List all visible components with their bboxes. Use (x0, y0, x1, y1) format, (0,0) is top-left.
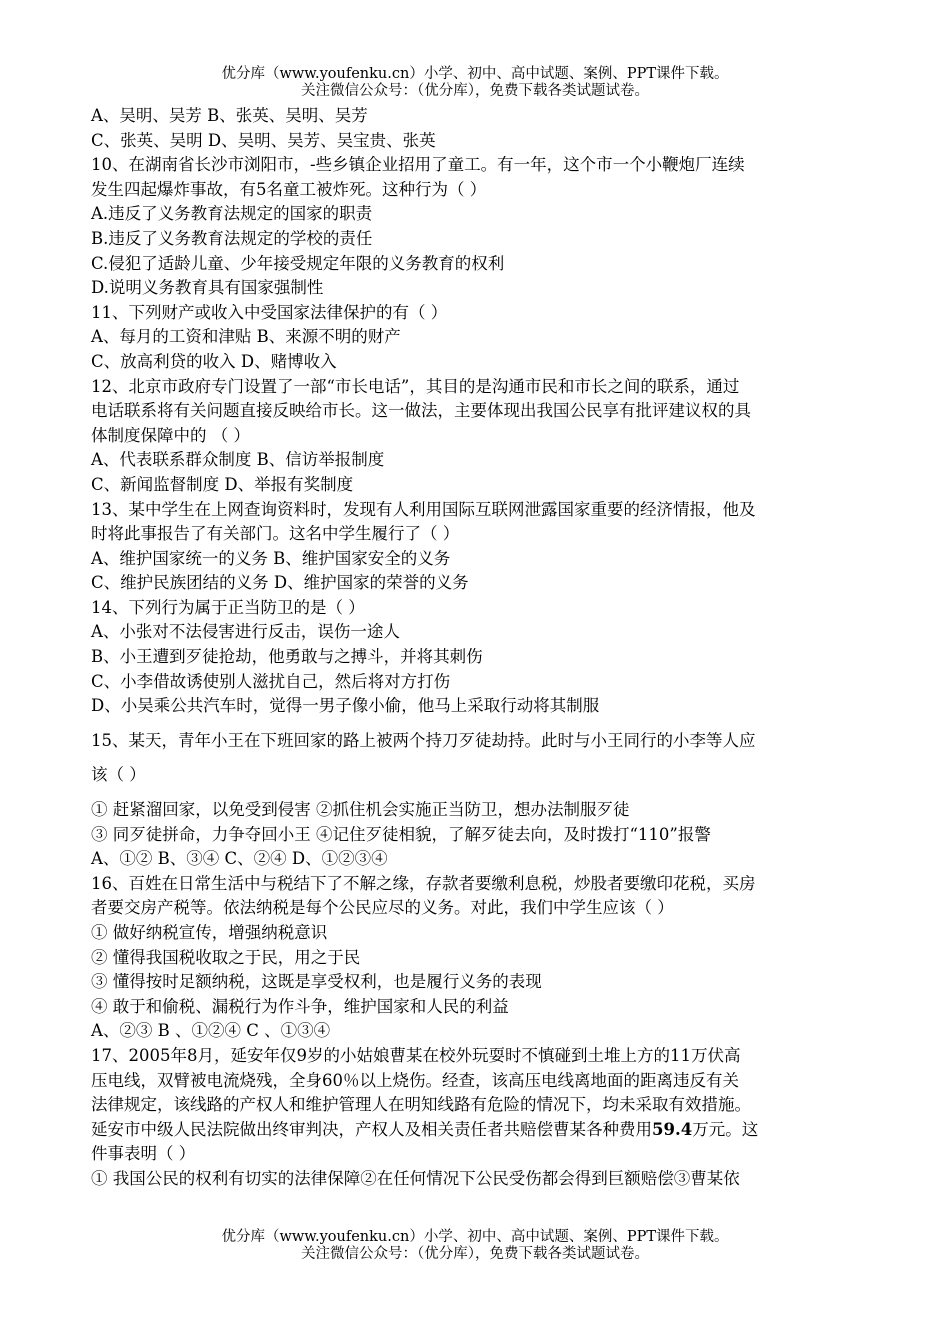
q16-statement-2: ② 懂得我国税收取之于民，用之于民 (91, 947, 361, 967)
q9-options-ab: A、吴明、吴芳 B、张英、吴明、吴芳 (91, 106, 368, 125)
q14-option-b: B、小王遭到歹徒抢劫，他勇敢与之搏斗，并将其刺伤 (91, 647, 483, 667)
q17-statements: ① 我国公民的权利有切实的法律保障②在任何情况下公民受伤都会得到巨额赔偿③曹某依 (91, 1168, 740, 1188)
q14-option-c: C、小李借故诱使别人滋扰自己，然后将对方打伤 (91, 671, 451, 691)
q17-stem-4c: 万元。这 (692, 1119, 759, 1139)
q14-option-a: A、小张对不法侵害进行反击，误伤一途人 (91, 622, 400, 642)
footer-line-1: 优分库（www.youfenku.cn）小学、初中、高中试题、案例、PPT课件下载。 (221, 1229, 729, 1245)
q15-statements-34: ③ 同歹徒拼命，力争夺回小王 ④记住歹徒相貌，了解歹徒去向，及时拨打“110”报警 (91, 824, 711, 844)
q10-option-a: A.违反了义务教育法规定的国家的职责 (91, 204, 373, 224)
q17-stem-3: 法律规定，该线路的产权人和维护管理人在明知线路有危险的情况下，均未采取有效措施。 (91, 1095, 751, 1115)
q11-options-cd: C、放高利贷的收入 D、赌博收入 (91, 351, 337, 371)
q14-option-d: D、小吴乘公共汽车时，觉得一男子像小偷，他马上采取行动将其制服 (91, 696, 600, 716)
q12-stem-3: 体制度保障中的 （ ） (91, 425, 250, 445)
q15-stem-1: 15、某天，青年小王在下班回家的路上被两个持刀歹徒劫持。此时与小王同行的小李等人应 (91, 730, 756, 750)
q15-options: A、①② B、③④ C、②④ D、①②③④ (91, 849, 388, 869)
q17-stem-4 (91, 1118, 866, 1143)
q17-stem-1: 17、2005年8月，延安年仅9岁的小姑娘曹某在校外玩耍时不慎碰到土堆上方的11万伏高 (91, 1045, 741, 1065)
page-footer (0, 1229, 950, 1263)
q12-stem-1: 12、北京市政府专门设置了一部“市长电话”，其目的是沟通市民和市长之间的联系，通过 (91, 376, 740, 396)
q17-stem-5: 件事表明（ ） (91, 1144, 196, 1164)
q17-stem-2: 压电线，双臂被电流烧残，全身60％以上烧伤。经查，该高压电线离地面的距离违反有关 (91, 1070, 739, 1090)
q10-option-b: B.违反了义务教育法规定的学校的责任 (91, 228, 373, 248)
q17-stem-4a: 延安市中级人民法院做出终审判决，产权人及相关责任者共赔偿曹某各种费用 (91, 1119, 652, 1139)
q12-options-cd: C、新闻监督制度 D、举报有奖制度 (91, 474, 354, 494)
page-header (0, 66, 950, 100)
q16-stem-1: 16、百姓在日常生活中与税结下了不解之缘，存款者要缴利息税，炒股者要缴印花税，买房 (91, 873, 756, 893)
exam-content (91, 104, 866, 1192)
q10-option-c: C.侵犯了适龄儿童、少年接受规定年限的义务教育的权利 (91, 253, 505, 273)
footer-line-2: 关注微信公众号：（优分库），免费下载各类试题试卷。 (301, 1246, 649, 1262)
q12-options-ab: A、代表联系群众制度 B、信访举报制度 (91, 450, 385, 470)
q16-options: A、②③ B 、①②④ C 、①③④ (91, 1021, 331, 1041)
q16-statement-1: ① 做好纳税宣传，增强纳税意识 (91, 923, 328, 942)
q15-statements-12: ① 赶紧溜回家，以免受到侵害 ②抓住机会实施正当防卫，想办法制服歹徒 (91, 800, 630, 820)
q9-options-cd: C、张英、吴明 D、吴明、吴芳、吴宝贵、张英 (91, 130, 436, 150)
q16-statement-3: ③ 懂得按时足额纳税，这既是享受权利，也是履行义务的表现 (91, 972, 542, 992)
q14-stem: 14、下列行为属于正当防卫的是（ ） (91, 597, 365, 617)
q13-stem-2: 时将此事报告了有关部门。这名中学生履行了（ ） (91, 524, 460, 544)
q11-stem: 11、下列财产或收入中受国家法律保护的有（ ） (91, 302, 448, 322)
q11-options-ab: A、每月的工资和津贴 B、来源不明的财产 (91, 327, 401, 347)
header-line-2: 关注微信公众号：（优分库），免费下载各类试题试卷。 (301, 83, 649, 99)
q15-stem-2: 该（ ） (91, 765, 146, 785)
q10-stem-1: 10、在湖南省长沙市浏阳市，-些乡镇企业招用了童工。有一年，这个市一个小鞭炮厂连续 (91, 155, 745, 175)
q13-options-ab: A、维护国家统一的义务 B、维护国家安全的义务 (91, 548, 451, 568)
header-line-1: 优分库（www.youfenku.cn）小学、初中、高中试题、案例、PPT课件下载。 (221, 66, 729, 82)
q10-option-d: D.说明义务教育具有国家强制性 (91, 278, 324, 298)
q16-statement-4: ④ 敢于和偷税、漏税行为作斗争，维护国家和人民的利益 (91, 996, 509, 1016)
q13-options-cd: C、维护民族团结的义务 D、维护国家的荣誉的义务 (91, 573, 469, 593)
q13-stem-1: 13、某中学生在上网查询资料时，发现有人利用国际互联网泄露国家重要的经济情报，他及 (91, 499, 756, 519)
q10-stem-2: 发生四起爆炸事故，有5名童工被炸死。这种行为（ ） (91, 179, 487, 199)
q12-stem-2: 电话联系将有关问题直接反映给市长。这一做法，主要体现出我国公民享有批评建议权的具 (91, 401, 751, 421)
q16-stem-2: 者要交房产税等。依法纳税是每个公民应尽的义务。对此，我们中学生应该（ ） (91, 898, 674, 918)
q17-amount: 59.4 (652, 1119, 693, 1139)
